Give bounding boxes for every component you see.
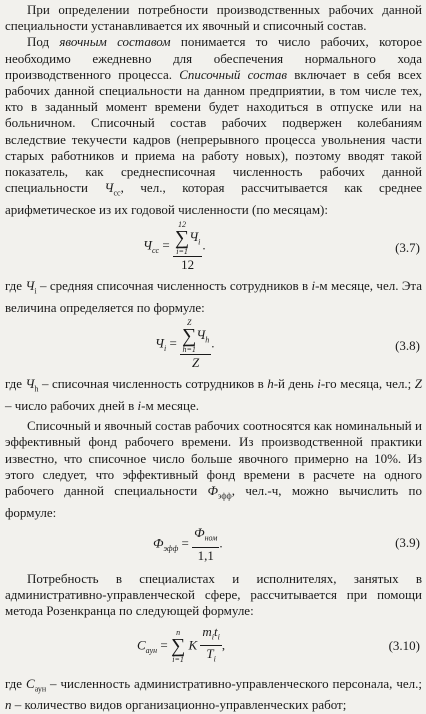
paragraph-effective-fund: Списочный и явочный состав рабочих соотносятся как номинальный и эффективный фонд рабочего времени. Из производственной практики известно, что списочное число больше явочного примерно на 10%. Из этого следует, что эффективный фонд времени в расчете на одного рабочего данной специальности $Ф_{эфф}$, чел.-ч, можно вычислить по формуле:: [5, 418, 422, 520]
formula-number: (3.8): [395, 338, 420, 354]
formula-number: (3.9): [395, 535, 420, 551]
paragraph-where-ch-i: где $Ч_i$ – средняя списочная численность сотрудников в i-м месяце, чел. Эта величина определяется по формуле:: [5, 278, 423, 316]
formula-3-7: $Ч_{сс}$ = 12 ∑ i=1 $Ч_i$ 12 . (3.7): [143, 220, 420, 273]
formula-number: (3.10): [388, 637, 420, 653]
formula-number: (3.7): [395, 240, 420, 256]
paragraph-where-c-aun: где $С_{аун}$ – численность административно-управленческого персонала, чел.; n – количество видов организационно-управленческих работ;: [5, 675, 422, 713]
paragraph-rosenkranz: Потребность в специалистах и исполнителях, занятых в административно-управленческой сфере, рассчитывается при помощи метода Розенкранца по следующей формуле:: [5, 571, 422, 619]
formula-3-9: $Ф_{эфф}$ = $\frac{Ф_{ном}}{1,1}$ . (3.9): [153, 525, 420, 563]
paragraph-definitions: Под явочным составом понимается то число рабочих, которое необходимо ежедневно для обеспечения нормального хода производственного процесса. Списочный состав включает в себя всех рабочих данной специальности на данном предприятии, в том числе тех, кто в заданный момент времени будет находиться в отпуске или на больничном. Списочный состав рабочих подвержен колебаниям вследствие текучести кадров (непрерывного процесса увольнения части старых работников и приема на работу новых), поэтому вводят такой показатель, как среднесписочная численность рабочих данной специальности $Ч_{сс}$, чел., которая рассчитывается как среднее арифметическое из их годовой численности (по месяцам):: [5, 34, 422, 218]
paragraph-intro: При определении потребности производственных рабочих данной специальности устанавливается их явочный и списочный состав.: [5, 2, 422, 34]
paragraph-where-ch-h: где $Ч_h$ – списочная численность сотрудников в h-й день i-го месяца, чел.; Z – число рабочих дней в i-м месяце.: [5, 376, 422, 414]
formula-3-10: $С_{аун}$ = n ∑ i=1 K $\frac{m_it_i}{T_i}$ , (3.10): [137, 623, 420, 665]
formula-3-8: $Ч_i$ = Z ∑ h=1 $Ч_h$ Z . (3.8): [155, 318, 420, 371]
